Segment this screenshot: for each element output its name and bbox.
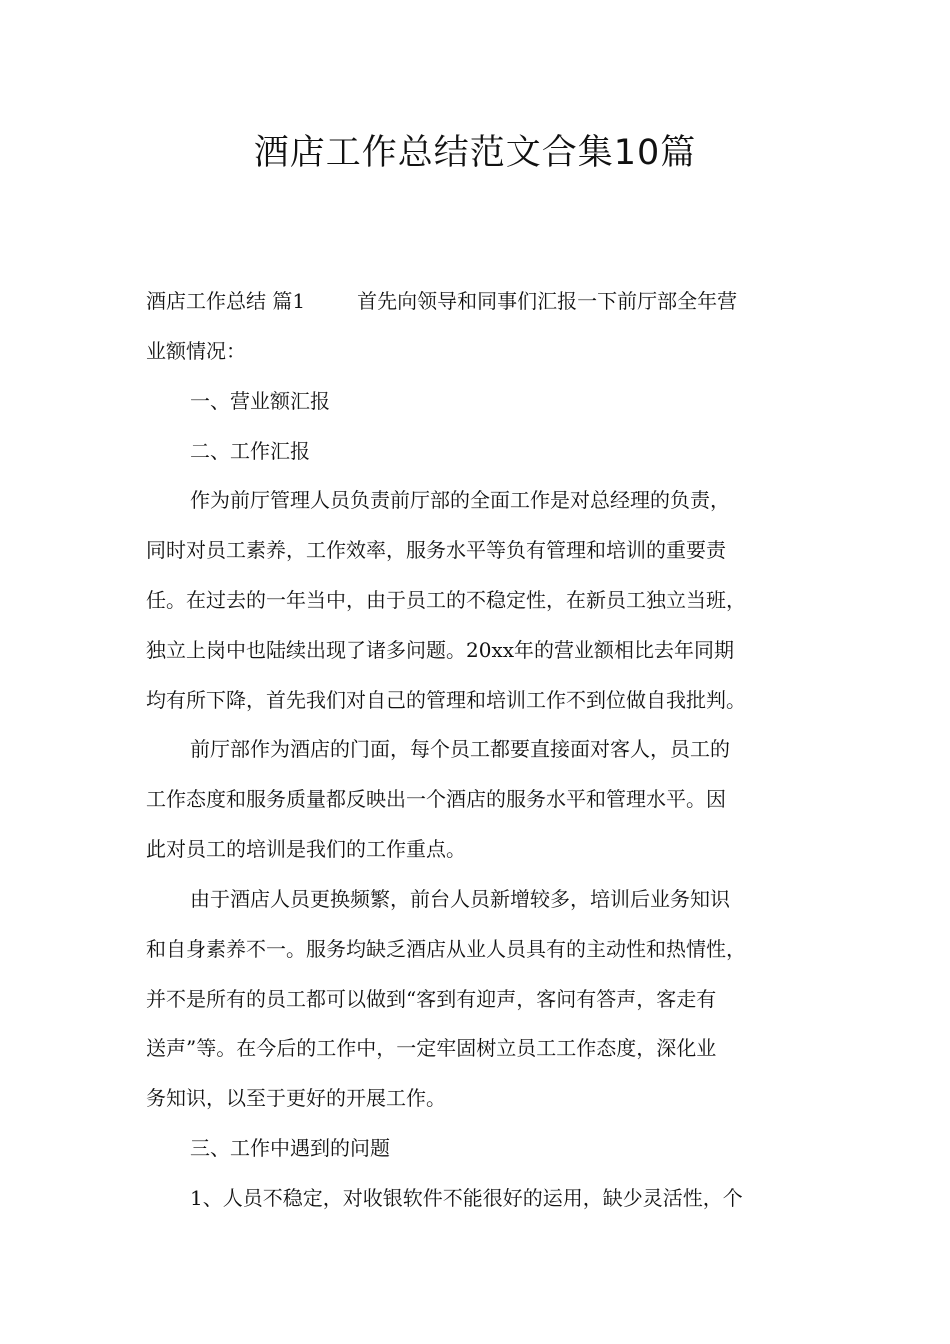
paragraph-line: 同时对员工素养，工作效率，服务水平等负有管理和培训的重要责 — [146, 538, 726, 562]
document-title: 酒店工作总结范文合集10篇 — [253, 133, 697, 173]
paragraph-line: 和自身素养不一。服务均缺乏酒店从业人员具有的主动性和热情性， — [146, 937, 746, 961]
section-heading-line — [146, 286, 737, 316]
paragraph-line: 1、人员不稳定，对收银软件不能很好的运用，缺少灵活性，个 — [190, 1186, 743, 1210]
paragraph-line: 务知识，以至于更好的开展工作。 — [146, 1086, 446, 1110]
paragraph-line: 任。在过去的一年当中，由于员工的不稳定性，在新员工独立当班， — [146, 588, 746, 612]
paragraph-line: 前厅部作为酒店的门面，每个员工都要直接面对客人，员工的 — [190, 737, 730, 761]
section-label: 酒店工作总结 篇1 — [146, 289, 306, 313]
paragraph-line: 送声”等。在今后的工作中，一定牢固树立员工工作态度，深化业 — [146, 1036, 717, 1060]
paragraph-line: 作为前厅管理人员负责前厅部的全面工作是对总经理的负责， — [190, 488, 730, 512]
paragraph-line: 业额情况： — [146, 339, 246, 363]
paragraph-line: 由于酒店人员更换频繁，前台人员新增较多，培训后业务知识 — [190, 887, 730, 911]
paragraph-line: 此对员工的培训是我们的工作重点。 — [146, 837, 466, 861]
paragraph-line: 独立上岗中也陆续出现了诸多问题。20xx年的营业额相比去年同期 — [146, 638, 735, 662]
paragraph-line: 并不是所有的员工都可以做到“客到有迎声，客问有答声，客走有 — [146, 987, 717, 1011]
subheading: 一、营业额汇报 — [190, 389, 330, 413]
paragraph-text: 首先向领导和同事们汇报一下前厅部全年营 — [357, 289, 738, 313]
subheading: 三、工作中遇到的问题 — [190, 1136, 390, 1160]
paragraph-line: 均有所下降，首先我们对自己的管理和培训工作不到位做自我批判。 — [146, 688, 746, 712]
paragraph-line: 工作态度和服务质量都反映出一个酒店的服务水平和管理水平。因 — [146, 787, 726, 811]
subheading: 二、工作汇报 — [190, 439, 310, 463]
